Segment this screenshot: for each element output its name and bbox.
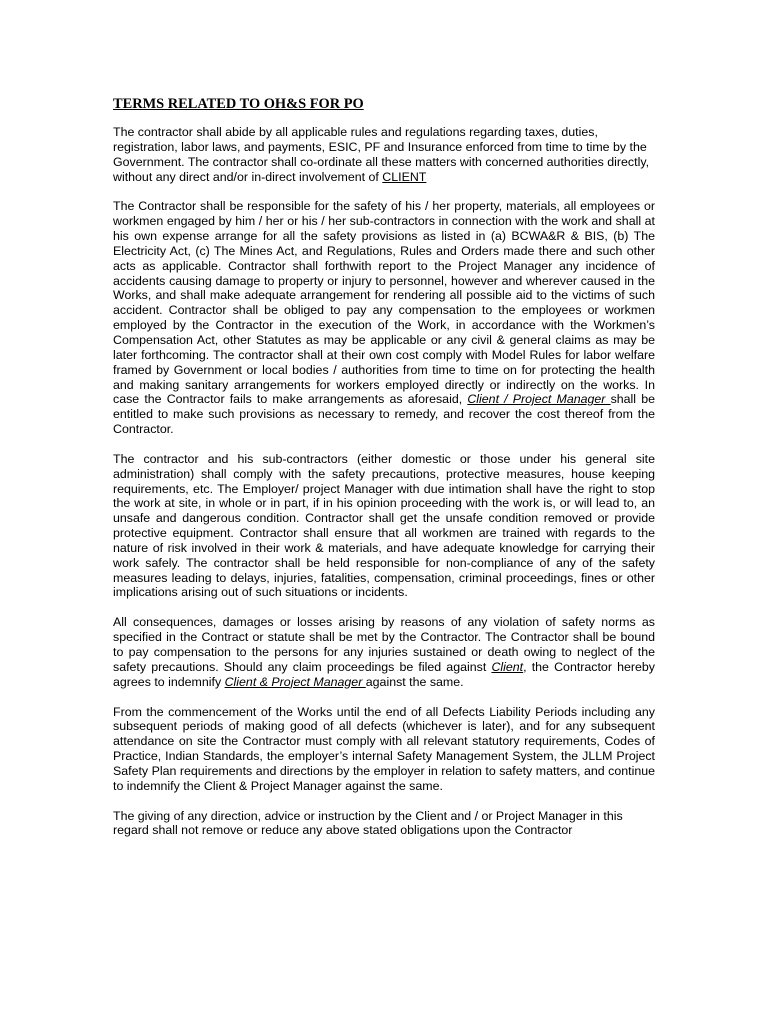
paragraph-defects-liability xyxy=(113,705,655,794)
paragraph-taxes-regulations xyxy=(113,125,655,184)
paragraph-text: The contractor shall abide by all applicable rules and regulations regarding taxes, duties, registration, labor laws, and payments, ESIC, PF and Insurance enforced from time to time by the Government. The contractor shall co-ordinate all these matters with concerned authorities directly, without any direct and/or in-direct involvement of xyxy=(113,125,650,184)
paragraph-consequences xyxy=(113,615,655,689)
paragraph-text: From the commencement of the Works until the end of all Defects Liability Periods including any subsequent periods of making good of all defects (whichever is later), and for any subsequent attendance on site the Contractor must comply with all relevant statutory requirements, Codes of Practice, Indian Standards, the employer’s internal Safety Management System, the JLLM Project Safety Plan requirements and directions by the employer in relation to safety matters, and continue to indemnify the Client & Project Manager against the same. xyxy=(113,704,655,793)
paragraph-safety-responsibility xyxy=(113,199,655,437)
client-project-manager-term: Client / Project Manager xyxy=(467,392,611,407)
paragraph-text: , the Contractor hereby agrees to indemnify xyxy=(113,659,655,689)
paragraph-obligations xyxy=(113,809,655,839)
client-term: CLIENT xyxy=(382,169,427,184)
paragraph-text: The giving of any direction, advice or instruction by the Client and / or Project Manager in this regard shall not remove or reduce any above stated obligations upon the Contractor xyxy=(113,808,623,838)
paragraph-text: The contractor and his sub-contractors (either domestic or those under his general site administration) shall comply with the safety precautions, protective measures, house keeping requirements, etc. The Employer/ project Manager with due intimation shall have the right to stop the work at site, in whole or in part, if in his opinion proceeding with the work is, or will lead to, an unsafe and dangerous condition. Contractor shall get the unsafe condition removed or provide protective equipment. Contractor shall ensure that all workmen are trained with regards to the nature of risk involved in their work & materials, and have adequate knowledge for carrying their work safely. The contractor shall be held responsible for non-compliance of any of the safety measures leading to delays, injuries, fatalities, compensation, criminal proceedings, fines or other implications arising out of such situations or incidents. xyxy=(113,451,655,600)
paragraph-text: against the same. xyxy=(365,674,464,689)
client-term: Client xyxy=(491,659,524,674)
document-page xyxy=(113,96,655,853)
paragraph-safety-compliance xyxy=(113,452,655,600)
paragraph-text: shall be entitled to make such provisions as necessary to remedy, and recover the cost thereof from the Contractor. xyxy=(113,392,656,437)
document-title: TERMS RELATED TO OH&S FOR PO xyxy=(113,96,364,112)
paragraph-text: The Contractor shall be responsible for the safety of his / her property, materials, all employees or workmen engaged by him / her or his / her sub-contractors in connection with the work and shall at his own expense arrange for all the safety provisions as listed in (a) BCWA&R & BIS, (b) The Electricity Act, (c) The Mines Act, and Regulations, Rules and Orders made there and such other acts as applicable. Contractor shall forthwith report to the Project Manager any incidence of accidents causing damage to property or injury to personnel, however and wherever caused in the Works, and shall make adequate arrangement for rendering all possible aid to the victims of such accident. Contractor shall be obliged to pay any compensation to the employees or workmen employed by the Contractor in the execution of the Work, in accordance with the Workmen’s Compensation Act, other Statutes as may be applicable or any civil & general claims as may be later forthcoming. The contractor shall at their own cost comply with Model Rules for labor welfare framed by Government or local bodies / authorities from time to time on for protecting the health and making sanitary arrangements for workers employed directly or indirectly on the works. In case the Contractor fails to make arrangements as aforesaid, xyxy=(113,199,655,407)
client-project-manager-term: Client & Project Manager xyxy=(224,674,366,689)
paragraph-text: All consequences, damages or losses arising by reasons of any violation of safety norms as specified in the Contract or statute shall be met by the Contractor. The Contractor shall be bound to pay compensation to the persons for any injuries sustained or death owing to neglect of the safety precautions. Should any claim proceedings be filed against xyxy=(113,615,655,674)
